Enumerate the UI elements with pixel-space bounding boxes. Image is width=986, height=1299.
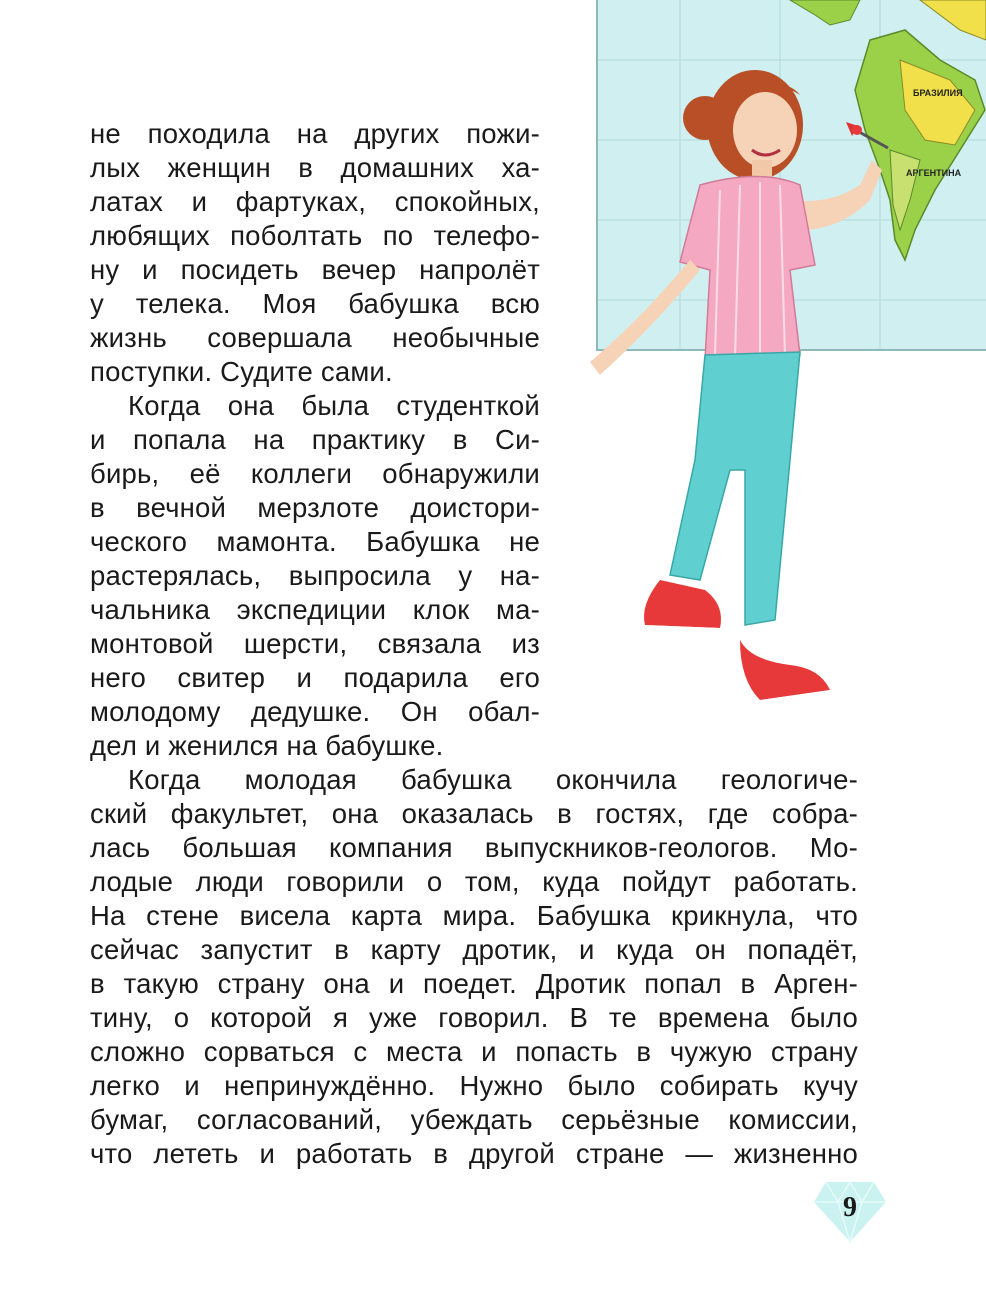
text-line: сейчас запустит в карту дротик, и куда он попадёт, [90,934,858,965]
text-line: монтовой шерсти, связала из [90,628,540,659]
text-line: и попала на практику в Си- [90,424,540,455]
text-line: ну и посидеть вечер напролёт [90,254,540,285]
text-line: лых женщин в домашних ха- [90,152,540,183]
text-line: чальника экспедиции клок ма- [90,594,540,625]
page-number-badge [812,1178,888,1244]
page-number: 9 [843,1192,857,1223]
text-line: сложно сорваться с места и попасть в чужую страну [90,1036,858,1067]
text-line: тину, о которой я уже говорил. В те времена было [90,1002,858,1033]
text-line: любящих поболтать по телефо- [90,220,540,251]
text-line: него свитер и подарила его [90,662,540,693]
text-line: дел и женился на бабушке. [90,730,444,761]
text-line: жизнь совершала необычные [90,322,540,353]
text-line: в такую страну она и поедет. Дротик попал в Арген- [90,968,858,999]
text-line: бирь, её коллеги обнаружили [90,458,540,489]
map-label-brazil: БРАЗИЛИЯ [913,88,963,98]
text-line: растерялась, выпросила у на- [90,560,540,591]
text-line: в вечной мерзлоте доистори- [90,492,540,523]
text-line: бумаг, согласований, убеждать серьёзные комиссии, [90,1104,858,1135]
text-line: латах и фартуках, спокойных, [90,186,540,217]
text-line: лодые люди говорили о том, куда пойдут работать. [90,866,858,897]
text-line: ский факультет, она оказалась в гостях, где собра- [90,798,858,829]
text-line: не походила на других пожи- [90,118,540,149]
text-line: легко и непринуждённо. Нужно было собирать кучу [90,1070,858,1101]
paragraph-start-line: Когда молодая бабушка окончила геологиче- [128,764,858,795]
text-line: лась большая компания выпускников-геологов. Мо- [90,832,858,863]
text-line: молодому дедушке. Он обал- [90,696,540,727]
text-line: На стене висела карта мира. Бабушка крикнула, что [90,900,858,931]
text-line: у телека. Моя бабушка всю [90,288,540,319]
map-label-argentina: АРГЕНТИНА [906,168,962,178]
text-line: ческого мамонта. Бабушка не [90,526,540,557]
paragraph-start-line: Когда она была студенткой [128,390,540,421]
text-line: что лететь и работать в другой стране — жизненно [90,1138,858,1169]
text-line: поступки. Судите сами. [90,356,393,387]
